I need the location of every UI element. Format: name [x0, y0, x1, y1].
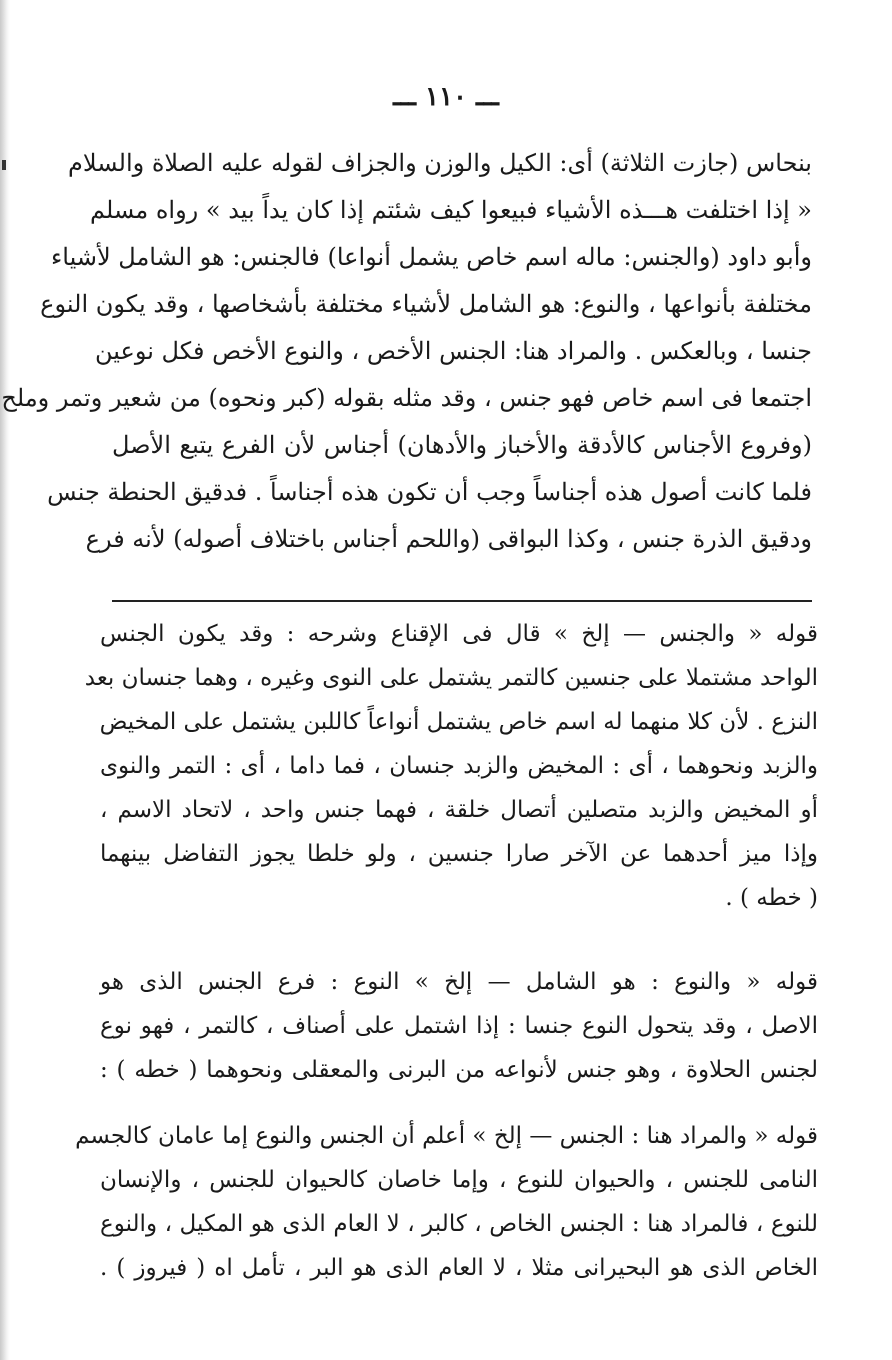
main-text-line: وأبو داود (والجنس: ماله اسم خاص يشمل أنواعا) فالجنس: هو الشامل لأشياء	[51, 243, 812, 271]
footnote-line: الواحد مشتملا على جنسين كالتمر يشتمل على النوى وغيره ، وهما جنسان بعد	[84, 665, 818, 691]
main-text-line: فلما كانت أصول هذه أجناساً وجب أن تكون هذه أجناساً . فدقيق الحنطة جنس	[47, 478, 812, 506]
footnote-line: أو المخيض والزبد متصلين أتصال خلقة ، فهما جنس واحد ، لاتحاد الاسم ،	[100, 797, 818, 823]
main-text-line: مختلفة بأنواعها ، والنوع: هو الشامل لأشياء مختلفة بأشخاصها ، وقد يكون النوع	[40, 290, 812, 318]
edge-mark	[2, 160, 6, 170]
footnote-line: وإذا ميز أحدهما عن الآخر صارا جنسين ، ولو خلطا يجوز التفاضل بينهما	[100, 841, 818, 867]
footnote-line: والزبد ونحوهما ، أى : المخيض والزبد جنسان ، فما داما ، أى : التمر والنوى	[100, 753, 818, 779]
footnote-species	[100, 960, 818, 1092]
main-text-line: (وفروع الأجناس كالأدقة والأخباز والأدهان) أجناس لأن الفرع يتبع الأصل	[112, 431, 812, 459]
footnote-line: قوله « والجنس — إلخ » قال فى الإقناع وشرحه : وقد يكون الجنس	[100, 621, 818, 647]
footnote-genus	[84, 612, 818, 920]
footnote-divider	[112, 600, 812, 602]
footnote-line: النامى للجنس ، والحيوان للنوع ، وإما خاصان كالحيوان للجنس ، والإنسان	[100, 1167, 818, 1193]
footnote-line: لجنس الحلاوة ، وهو جنس لأنواعه من البرنى والمعقلى ونحوهما ( خطه ) :	[100, 1057, 818, 1083]
main-text-line: جنسا ، وبالعكس . والمراد هنا: الجنس الأخص ، والنوع الأخص فكل نوعين	[95, 337, 812, 365]
footnote-line: للنوع ، فالمراد هنا : الجنس الخاص ، كالبر ، لا العام الذى هو المكيل ، والنوع	[100, 1211, 818, 1237]
main-text-line: ودقيق الذرة جنس ، وكذا البواقى (واللحم أجناس باختلاف أصوله) لأنه فرع	[85, 525, 812, 553]
footnote-line: قوله « والنوع : هو الشامل — إلخ » النوع : فرع الجنس الذى هو	[100, 969, 818, 995]
footnote-line: قوله « والمراد هنا : الجنس — إلخ » أعلم أن الجنس والنوع إما عامان كالجسم	[75, 1123, 818, 1149]
footnote-line: النزع . لأن كلا منهما له اسم خاص يشتمل أنواعاً كاللبن يشتمل على المخيض	[99, 709, 818, 735]
page-binding-edge	[0, 0, 10, 1360]
page-number: ـــ ١١٠ ـــ	[393, 82, 499, 112]
main-text-line: « إذا اختلفت هـــذه الأشياء فبيعوا كيف شئتم إذا كان يداً بيد » رواه مسلم	[90, 196, 812, 224]
footnote-line: الاصل ، وقد يتحول النوع جنسا : إذا اشتمل على أصناف ، كالتمر ، فهو نوع	[100, 1013, 818, 1039]
footnote-line: ( خطه ) .	[725, 885, 818, 911]
footnote-line: الخاص الذى هو البحيرانى مثلا ، لا العام الذى هو البر ، تأمل اه ( فيروز ) .	[100, 1255, 818, 1281]
main-text-line: اجتمعا فى اسم خاص فهو جنس ، وقد مثله بقوله (كبر ونحوه) من شعير وتمر وملح	[1, 384, 812, 412]
main-text-block	[1, 140, 812, 563]
main-text-line: بنحاس (جازت الثلاثة) أى: الكيل والوزن والجزاف لقوله عليه الصلاة والسلام	[68, 149, 812, 177]
footnote-intended	[75, 1114, 818, 1290]
